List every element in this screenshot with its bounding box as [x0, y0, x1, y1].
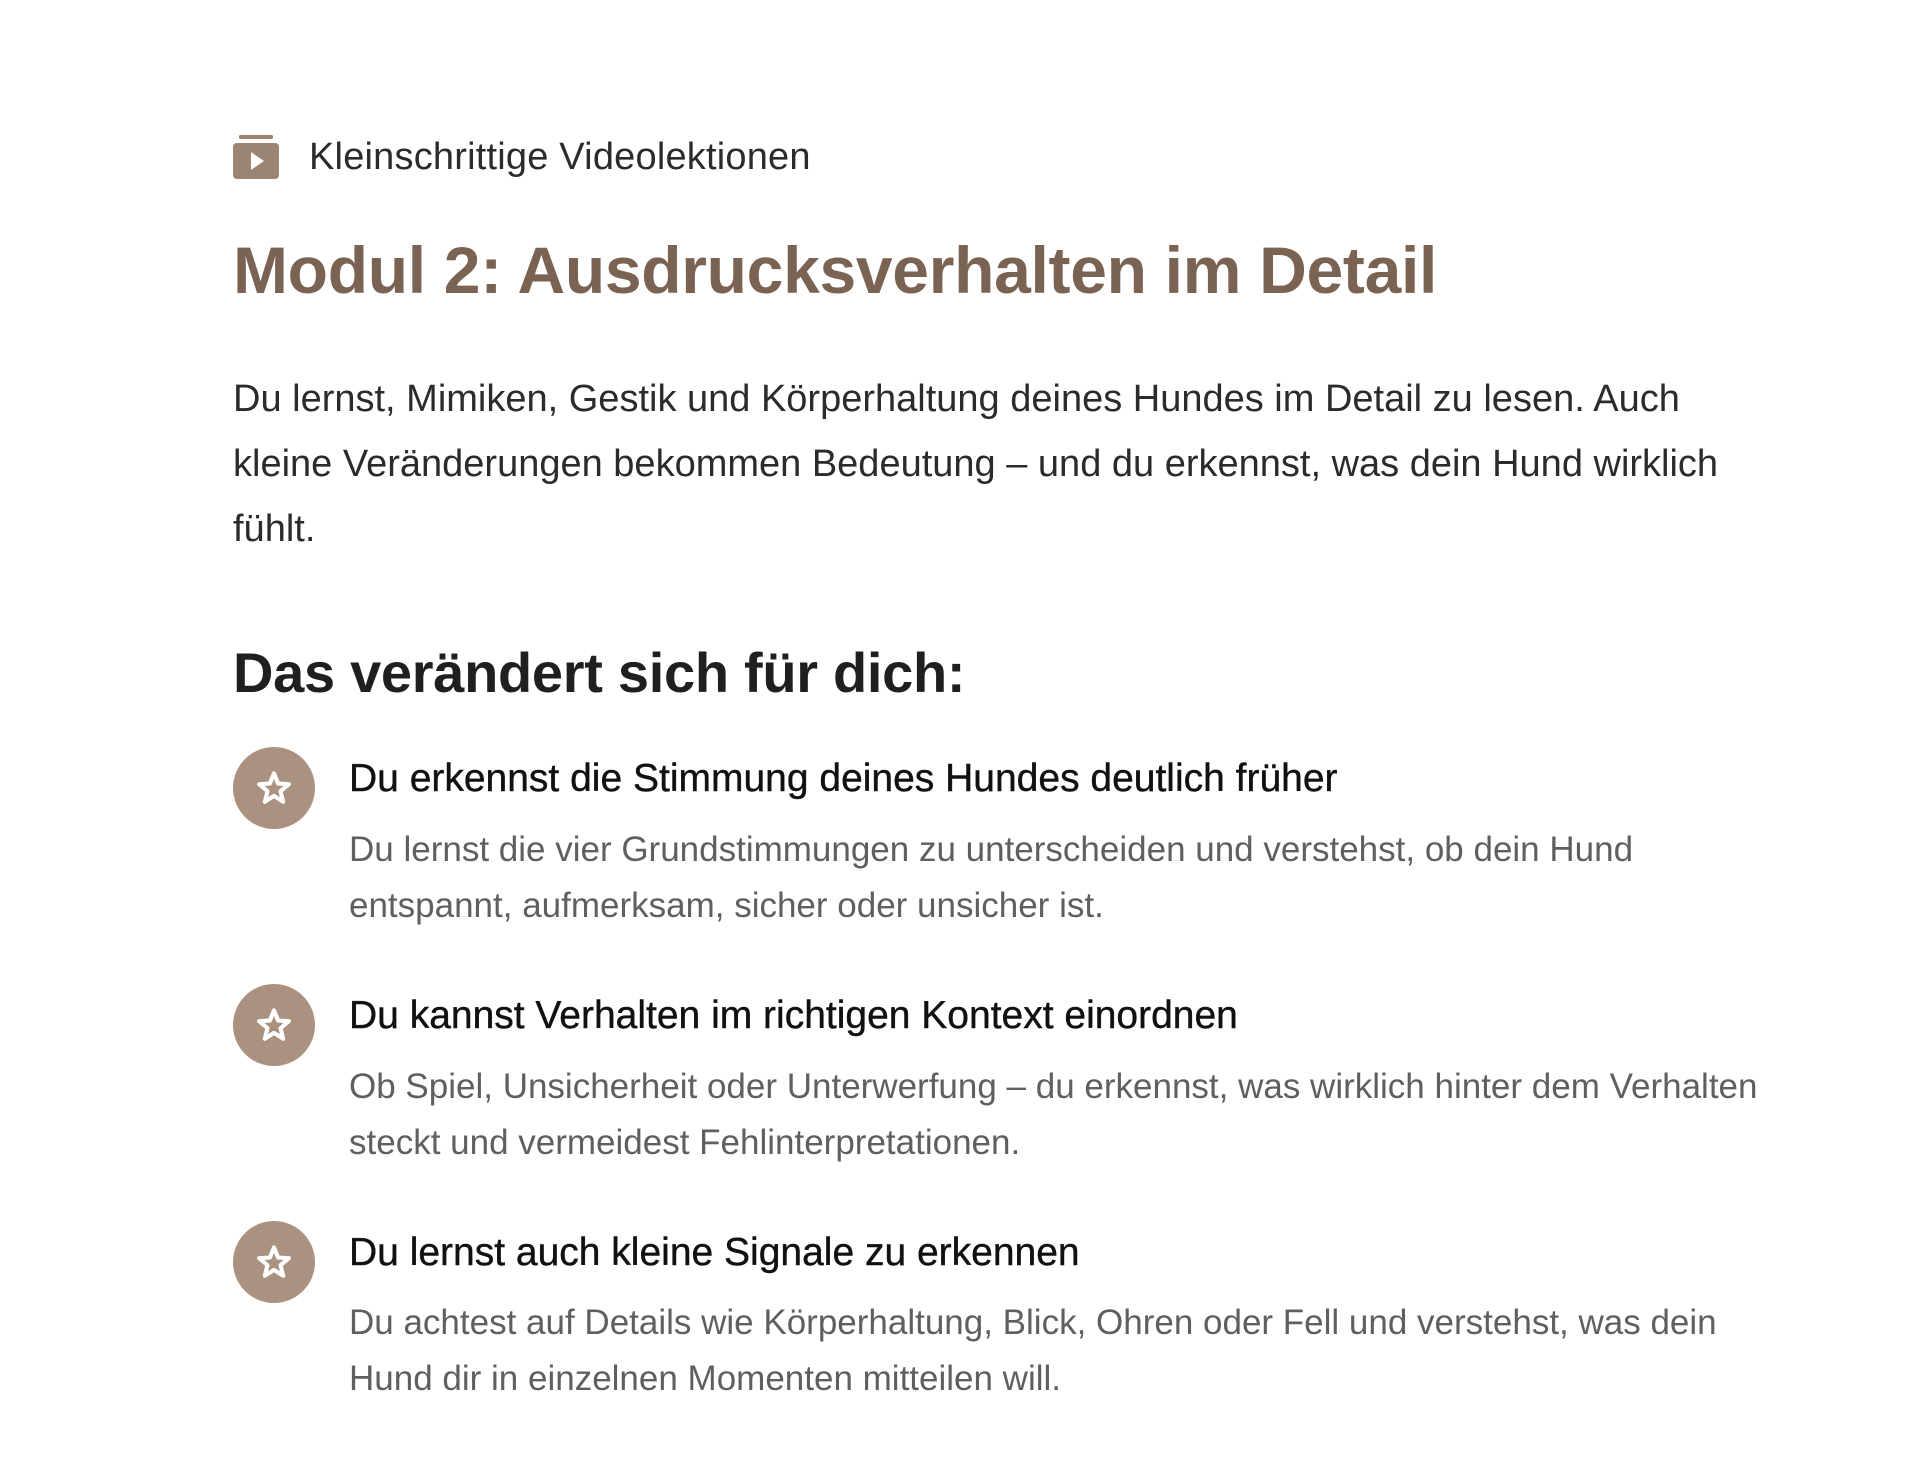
benefit-title: Du lernst auch kleine Signale zu erkennen [349, 1230, 1080, 1274]
video-library-icon [233, 135, 279, 179]
module-intro: Du lernst, Mimiken, Gestik und Körperhaltung deines Hundes im Detail zu lesen. Auch kleine Veränderungen bekommen Bedeutung – und du erkennst, was dein Hund wirklich fühlt. [233, 377, 1719, 550]
star-badge [233, 747, 315, 829]
benefit-title: Du erkennst die Stimmung deines Hundes deutlich früher [349, 757, 1338, 801]
benefit-item [233, 749, 1733, 934]
benefit-title: Du kannst Verhalten im richtigen Kontext einordnen [349, 993, 1238, 1037]
benefit-description: Du achtest auf Details wie Körperhaltung, Blick, Ohren oder Fell und verstehst, was dein Hund dir in einzelnen Momenten mitteilen will. [349, 1303, 1717, 1399]
benefit-description: Ob Spiel, Unsicherheit oder Unterwerfung – du erkennst, was wirklich hinter dem Verhalten steckt und vermeidest Fehlinterpretationen. [349, 1066, 1758, 1162]
benefit-item [233, 1223, 1733, 1408]
module-category [233, 132, 1733, 182]
benefit-body [349, 1223, 1759, 1408]
star-badge [233, 984, 315, 1066]
benefit-description: Du lernst die vier Grundstimmungen zu unterscheiden und verstehst, ob dein Hund entspannt, aufmerksam, sicher oder unsicher ist. [349, 829, 1634, 925]
star-icon [255, 1243, 293, 1281]
benefits-list [233, 749, 1758, 1407]
benefit-body [349, 749, 1759, 934]
benefit-body [349, 986, 1759, 1171]
benefits-heading: Das verändert sich für dich: [233, 640, 966, 704]
page-title: Modul 2: Ausdrucksverhalten im Detail [233, 233, 1438, 307]
benefit-item [233, 986, 1758, 1171]
star-badge [233, 1221, 315, 1303]
module-content [233, 132, 1758, 1459]
star-icon [255, 769, 293, 807]
star-icon [255, 1006, 293, 1044]
module-category-label: Kleinschrittige Videolektionen [309, 135, 811, 178]
